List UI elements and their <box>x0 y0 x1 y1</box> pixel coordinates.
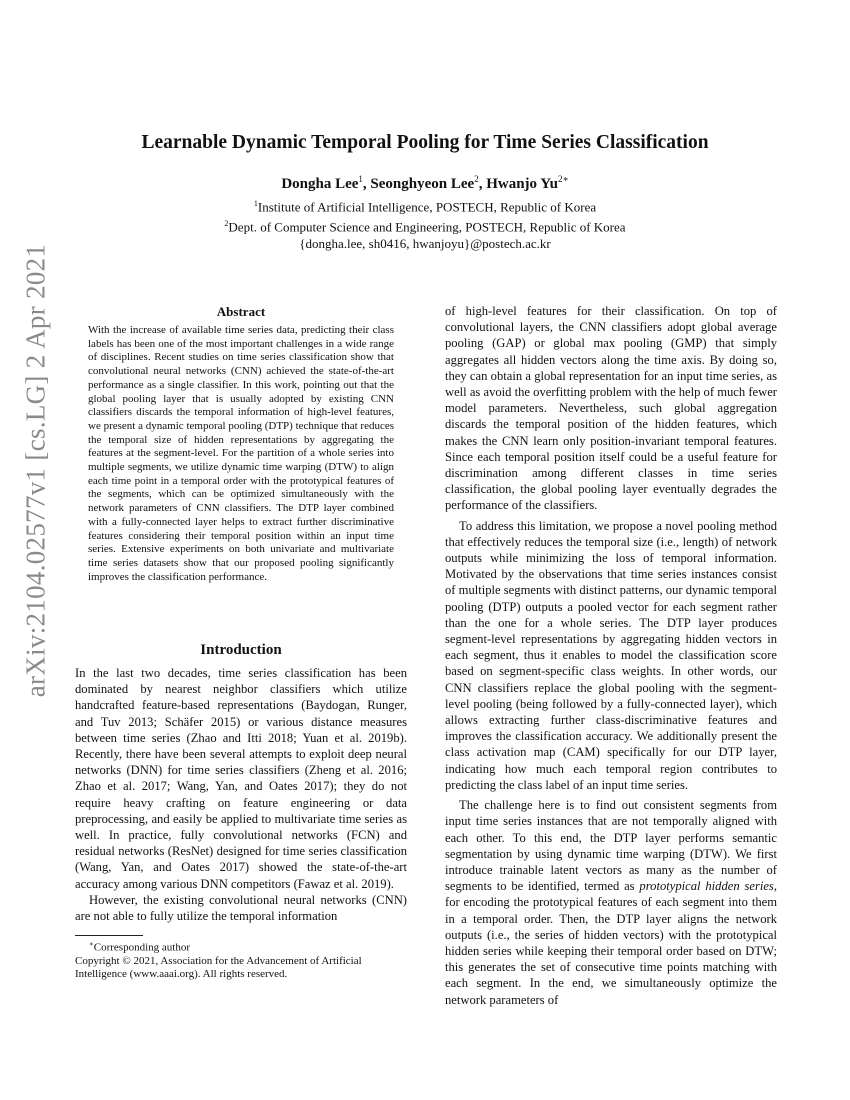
arxiv-id: arXiv:2104.02577v1 [cs.LG] 2 Apr 2021 <box>20 243 51 697</box>
abstract-text: With the increase of available time series data, predicting their class labels has been one of the most important challenges in a wide range of disciplines. Recent studies on time series classification show that convolutional neural networks (CNN) achieved the state-of-the-art performance as a single classifier. In this work, pointing out that the global pooling layer that is usually adopted by existing CNN classifiers discards the temporal information of high-level features, we present a dynamic temporal pooling (DTP) technique that reduces the temporal size of hidden representations by aggregating the features at the segment-level. For the partition of a whole series into multiple segments, we utilize dynamic time warping (DTW) to align each time point in a temporal order with the prototypical features of the segments, which can be optimized simultaneously with the network parameters of CNN classifiers. The DTP layer combined with a fully-connected layer helps to extract further discriminative features considering their temporal position within an input time series. Extensive experiments on both univariate and multivariate time series datasets show that our proposed pooling significantly improves the classification performance. <box>88 324 394 583</box>
author-name: Seonghyeon Lee <box>370 176 475 192</box>
paragraph: In the last two decades, time series classification has been dominated by nearest neighbor classifiers which utilize handcrafted feature-based representations (Baydogan, Runger, and Tuv 2013; Schäfer 2015) or various distance measures between time series (Zhao and Itti 2018; Yuan et al. 2019b). Recently, there have been several attempts to exploit deep neural networks (DNN) for time series classifiers (Zheng et al. 2016; Zhao et al. 2017; Wang, Yan, and Oates 2017); they do not require heavy crafting on feature engineering or data preprocessing, and easily be applied to multivariate time series as well. In practice, fully convolutional networks (FCN) and residual networks (ResNet) designed for time series classification (Wang, Yan, and Oates 2017) showed the state-of-the-art accuracy among various DNN competitors (Fawaz et al. 2019). <box>75 666 407 891</box>
author-name: Hwanjo Yu <box>486 176 559 192</box>
email-line: {dongha.lee, sh0416, hwanjoyu}@postech.ac.kr <box>299 235 551 251</box>
paragraph <box>445 797 777 1008</box>
author-sup: 2 <box>474 174 479 184</box>
affiliations <box>0 196 850 252</box>
affiliation-text: Dept. of Computer Science and Engineering, POSTECH, Republic of Korea <box>228 219 626 235</box>
affiliation-text: Institute of Artificial Intelligence, POSTECH, Republic of Korea <box>257 199 597 215</box>
footnote-sup: ∗ <box>89 940 94 948</box>
arxiv-stamp <box>8 243 63 697</box>
paragraph: To address this limitation, we propose a novel pooling method that effectively reduces the temporal size (i.e., length) of network outputs while minimizing the loss of temporal information. Motivated by the observations that time series instances consist of multiple segments with distinct patterns, our dynamic temporal pooling (DTP) outputs a pooled vector for each segment rather than the one for a whole series. The DTP layer produces segment-level representations by aggregating hidden vectors in each segment, thus it enables to model the classification score based on segment-specific class weights. In other words, our CNN classifiers replace the global pooling with the segment-level pooling (being followed by a fully-connected layer), which allows extracting further class-discriminative features and improves the classification accuracy. We additionally present the class activation map (CAM) specifically for our DTP layer, indicating how much each temporal region contributes to predicting the class label of an input time series. <box>445 518 777 792</box>
paragraph-text: , for encoding the prototypical features of each segment into them in a temporal order. Then, the DTP layer aligns the network outputs (i.e., the series of hidden vectors) with the prototypical hidden series while keeping their temporal order based on DTW; this generates the set of consecutive time points matching with each segment. In the end, we simultaneously optimize the network parameters of <box>445 879 777 1007</box>
footnote-text: Corresponding author <box>93 941 190 954</box>
abstract-heading: Abstract <box>216 304 266 319</box>
affiliation-line <box>0 216 850 236</box>
author-sup: 1 <box>358 174 363 184</box>
introduction-heading: Introduction <box>200 642 282 658</box>
paper-title: Learnable Dynamic Temporal Pooling for Time Series Classification <box>141 132 709 153</box>
footnote-divider <box>75 935 143 936</box>
author-list: Dongha Lee$^1$, Seonghyeon Lee$^2$, Hwanjo $Yu^{2∗}$ <box>281 174 569 192</box>
footnote <box>75 938 407 981</box>
copyright-notice: Copyright © 2021, Association for the Advancement of Artificial Intelligence (www.aaai.org). All rights reserved. <box>75 954 362 980</box>
author-name: Dongha Lee <box>281 176 359 192</box>
paragraph: of high-level features for their classification. On top of convolutional layers, the CNN classifiers adopt global average pooling (GAP) or global max pooling (GMP) that simply aggregates all hidden vectors along the time axis. By doing so, they can obtain a global representation for an input time series, as well as avoid the overfitting problem with the help of much fewer model parameters. Nevertheless, such global aggregation discards the temporal position of the hidden features, which makes the CNN learn only position-invariant temporal features. Since each temporal position itself could be a useful feature for discrimination among different classes in time series classification, the global pooling layer eventually degrades the performance of the classifiers. <box>445 304 777 513</box>
affiliation-sup: 2 <box>224 218 229 228</box>
author-sup: 2∗ <box>558 174 569 184</box>
footnote-line <box>75 938 407 955</box>
affiliation-line <box>0 196 850 216</box>
paragraph: However, the existing convolutional neural networks (CNN) are not able to fully utilize the temporal information <box>75 892 407 924</box>
paragraph-text: The challenge here is to find out consistent segments from input time series instances that are not temporally aligned with each other. To this end, the DTP layer performs semantic segmentation by using dynamic time warping (DTW). We first introduce trainable latent vectors as many as the number of segments to be identified, termed as <box>445 798 777 894</box>
introduction-left-column <box>75 665 407 924</box>
affiliation-sup: 1 <box>253 199 258 208</box>
emphasized-term: prototypical hidden series <box>639 879 774 894</box>
introduction-right-column <box>445 303 777 1008</box>
